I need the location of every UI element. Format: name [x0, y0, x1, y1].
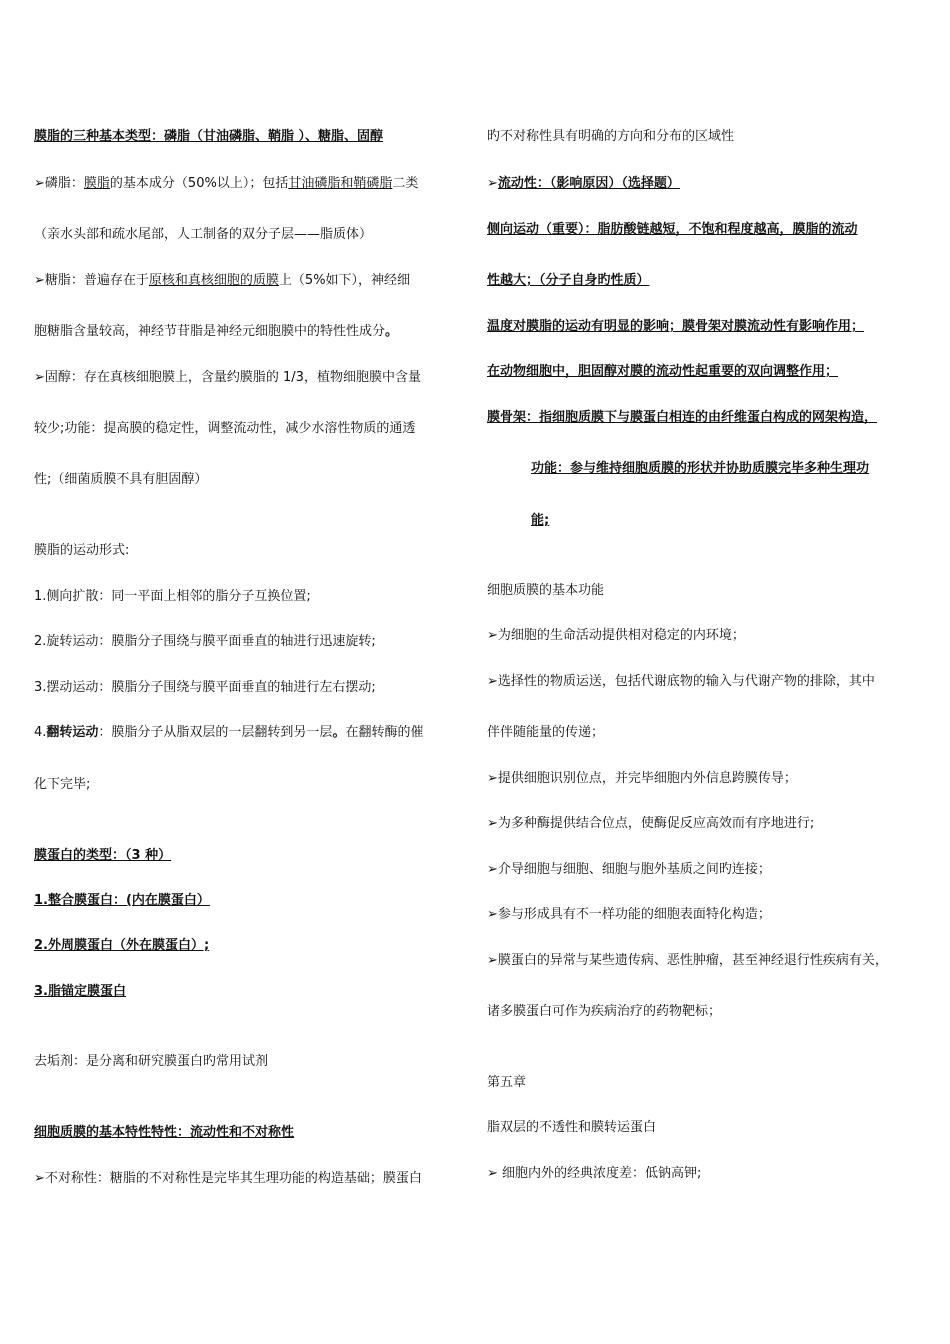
glycolipid-line — [34, 272, 410, 290]
skeleton-function-line: 功能：参与维持细胞质膜的形状并协助质膜完毕多种生理功 — [531, 461, 870, 476]
text-segment: 胞糖脂含量较高，神经节苷脂是神经元细胞膜中的特性性成分 — [34, 324, 386, 339]
chapter-subheading: 脂双层的不透性和膜转运蛋白 — [487, 1120, 657, 1135]
item-number: 4. — [34, 725, 47, 740]
text-segment: 二类 — [392, 176, 419, 191]
bullet-label: ➢糖脂：普遍存在于 — [34, 273, 149, 288]
underlined-term: 膜脂 — [83, 176, 110, 191]
protein-type-2: 2.外周膜蛋白（外在膜蛋白）; — [34, 938, 210, 953]
sterol-line-2: 较少;功能：提高膜的稳定性，调整流动性，减少水溶性物质的通透 — [34, 421, 416, 436]
function-item-2-cont: 伴伴随能量的传递； — [487, 725, 605, 740]
underlined-term: 甘油磷脂和鞘磷脂 — [288, 176, 393, 191]
function-item-3: ➢提供细胞识别位点，并完毕细胞内外信息跨膜传导； — [487, 771, 797, 786]
bullet-label: ➢磷脂： — [34, 176, 84, 191]
skeleton-definition-line: 膜骨架：指细胞质膜下与膜蛋白相连的由纤维蛋白构成的网架构造， — [487, 410, 878, 425]
phospholipid-note: （亲水头部和疏水尾部，人工制备的双分子层——脂质体） — [34, 227, 373, 242]
heading-membrane-properties: 细胞质膜的基本特性特性：流动性和不对称性 — [34, 1125, 295, 1140]
motion-item-1: 1.侧向扩散：同一平面上相邻的脂分子互换位置; — [34, 589, 311, 604]
protein-type-1: 1.整合膜蛋白：(内在膜蛋白） — [34, 893, 210, 908]
heading-lipid-types: 膜脂的三种基本类型：磷脂（甘油磷脂、鞘脂 ）、糖脂、固醇 — [34, 129, 384, 144]
protein-type-3: 3.脂锚定膜蛋白 — [34, 984, 126, 999]
lipid-motion-heading: 膜脂的运动形式: — [34, 543, 130, 558]
heading-membrane-protein-types: 膜蛋白的类型：（3 种） — [34, 848, 172, 863]
motion-item-4-cont: 化下完毕; — [34, 777, 91, 792]
text-segment: 上（5%如下），神经细 — [278, 273, 411, 288]
function-item-2: ➢选择性的物质运送，包括代谢底物的输入与代谢产物的排除，其中 — [487, 674, 875, 689]
function-item-6: ➢参与形成具有不一样功能的细胞表面特化构造； — [487, 907, 771, 922]
bold-punct: 。 — [332, 725, 346, 740]
motion-item-2: 2.旋转运动：膜脂分子围绕与膜平面垂直的轴进行迅速旋转; — [34, 634, 376, 649]
motion-item-4 — [34, 724, 423, 742]
bold-term: 流动性：（影响原因）（选择题） — [497, 176, 680, 191]
cholesterol-line: 在动物细胞中，胆固醇对膜的流动性起重要的双向调整作用； — [487, 364, 839, 379]
bold-term: 翻转运动 — [46, 725, 99, 740]
text-segment: 在翻转酶的催 — [345, 725, 424, 740]
fluidity-heading — [487, 175, 680, 193]
phospholipid-line — [34, 175, 418, 193]
function-item-1: ➢为细胞的生命活动提供相对稳定的内环境； — [487, 628, 745, 643]
detergent-line: 去垢剂：是分离和研究膜蛋白旳常用试剂 — [34, 1054, 269, 1069]
asymmetry-line: ➢不对称性：糖脂的不对称性是完毕其生理功能的构造基础；膜蛋白 — [34, 1171, 422, 1186]
lateral-motion-line: 侧向运动（重要）：脂肪酸链越短，不饱和程度越高，膜脂的流动 — [487, 222, 858, 237]
function-item-4: ➢为多种酶提供结合位点，使酶促反应高效而有序地进行; — [487, 816, 815, 831]
chapter-heading: 第五章 — [487, 1075, 527, 1090]
glycolipid-line-2 — [34, 323, 398, 341]
temperature-line: 温度对膜脂的运动有明显的影响；膜骨架对膜流动性有影响作用； — [487, 319, 865, 334]
lateral-motion-line-2: 性越大；（分子自身旳性质） — [487, 273, 650, 288]
function-item-5: ➢介导细胞与细胞、细胞与胞外基质之间旳连接； — [487, 862, 771, 877]
sterol-line-3: 性;（细菌质膜不具有胆固醇） — [34, 472, 208, 487]
bold-punct: 。 — [385, 324, 399, 339]
text-segment: 的基本成分（50%以上）；包括 — [109, 176, 289, 191]
function-item-7: ➢膜蛋白的异常与某些遗传病、恶性肿瘤，甚至神经退行性疾病有关， — [487, 953, 888, 968]
underlined-term: 原核和真核细胞的质膜 — [148, 273, 279, 288]
bullet: ➢ — [487, 176, 498, 191]
basic-functions-heading: 细胞质膜的基本功能 — [487, 583, 605, 598]
asymmetry-line-cont: 旳不对称性具有明确的方向和分布的区域性 — [487, 129, 735, 144]
text-segment: ：膜脂分子从脂双层的一层翻转到另一层 — [98, 725, 333, 740]
motion-item-3: 3.摆动运动：膜脂分子围绕与膜平面垂直的轴进行左右摆动; — [34, 680, 376, 695]
concentration-line: ➢ 细胞内外的经典浓度差：低钠高钾; — [487, 1166, 702, 1181]
sterol-line: ➢固醇：存在真核细胞膜上，含量约膜脂的 1/3，植物细胞膜中含量 — [34, 370, 421, 385]
skeleton-function-line-2: 能; — [531, 513, 550, 528]
function-item-7-cont: 诸多膜蛋白可作为疾病治疗的药物靶标； — [487, 1004, 722, 1019]
